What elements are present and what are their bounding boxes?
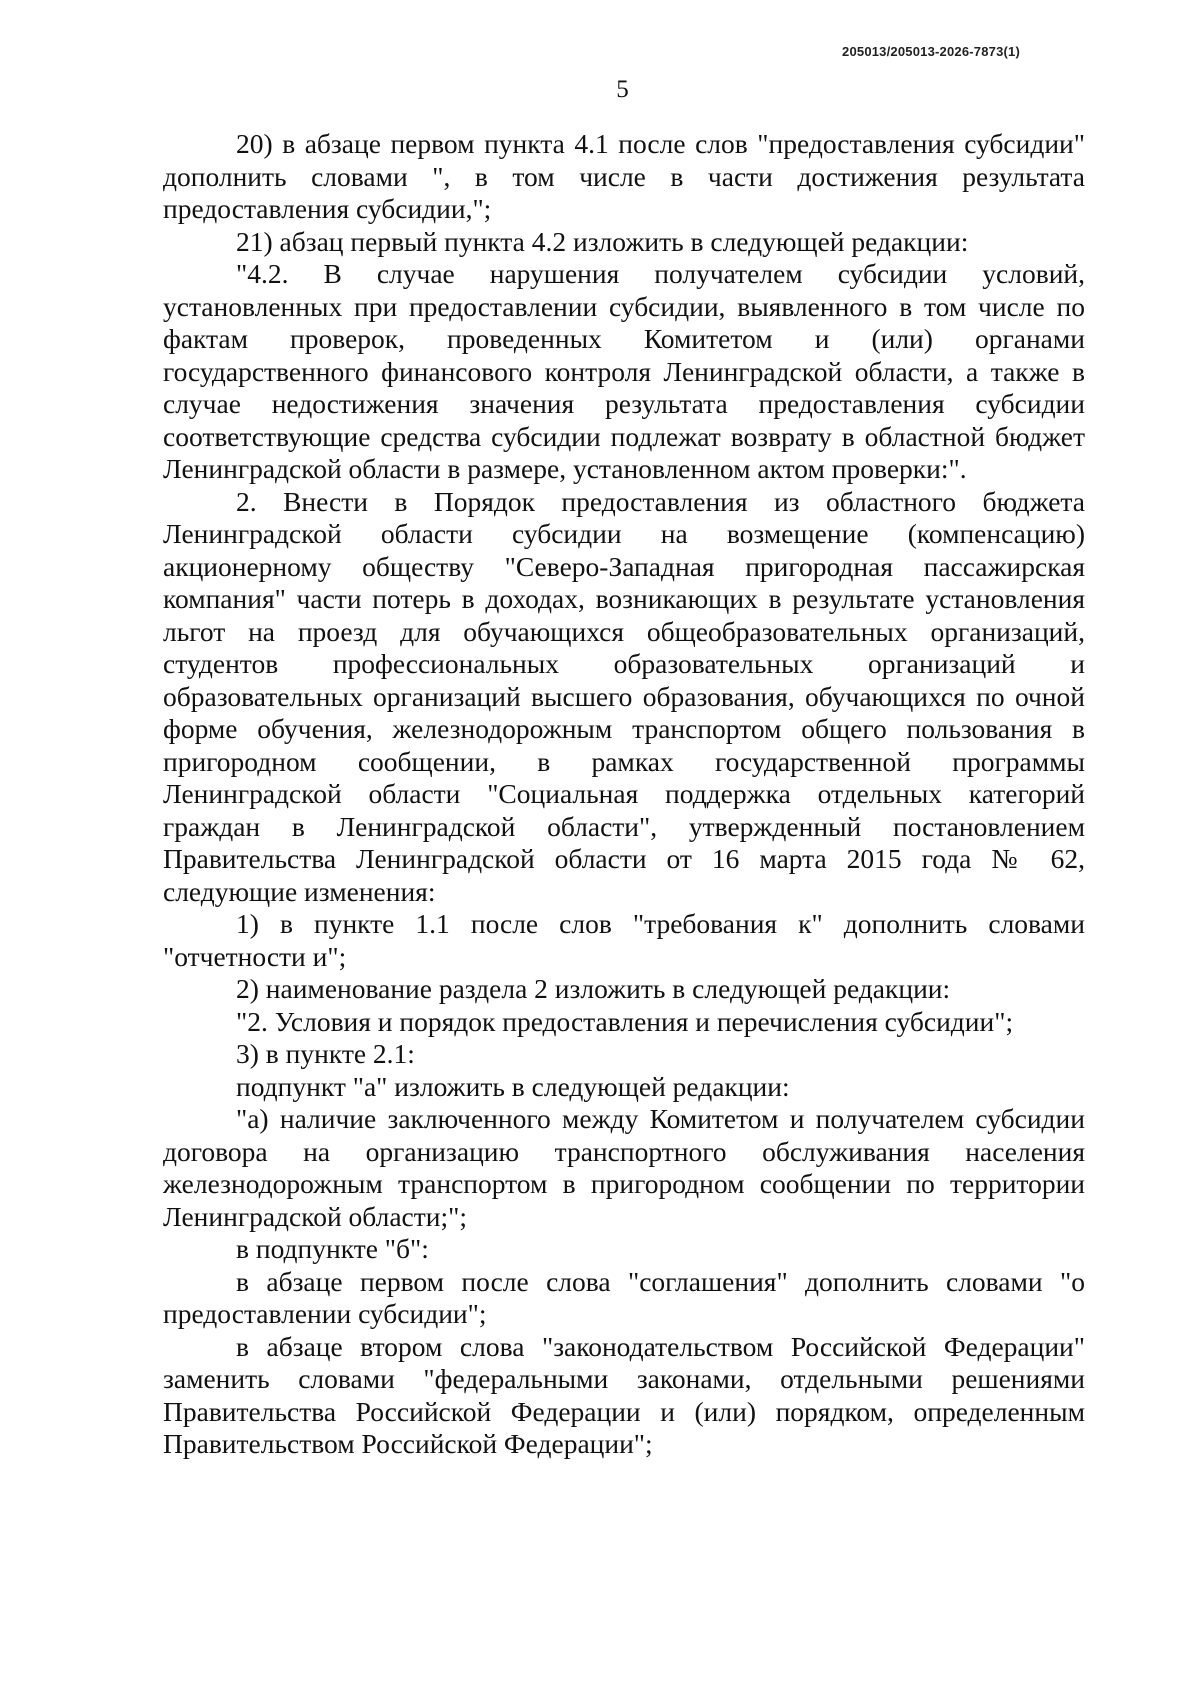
document-id: 205013/205013-2026-7873(1) — [842, 44, 1020, 59]
paragraph: "а) наличие заключенного между Комитетом и получателем субсидии договора на организацию транспортного обслуживания населения железнодорожным транспортом в пригородном сообщении по территории Ленинградской области;"; — [163, 1103, 1085, 1232]
page-number: 5 — [616, 76, 629, 103]
paragraph: в подпункте "б": — [236, 1233, 429, 1264]
paragraph: 21) абзац первый пункта 4.2 изложить в следующей редакции: — [236, 225, 969, 257]
paragraph: "4.2. В случае нарушения получателем субсидии условий, установленных при предоставлении субсидии, выявленного в том числе по фактам проверок, проведенных Комитетом и (или) органами государственного финансового контроля Ленинградской области, а также в случае недостижения значения результата предоставления субсидии соответствующие средства субсидии подлежат возврату в областной бюджет Ленинградской области в размере, установленном актом проверки:". — [163, 258, 1085, 484]
paragraph: подпункт "а" изложить в следующей редакции: — [236, 1070, 790, 1102]
paragraph: 3) в пункте 2.1: — [236, 1038, 415, 1069]
paragraph: в абзаце втором слова "законодательством Российской Федерации" заменить словами "федеральными законами, отдельными решениями Правительства Российской Федерации и (или) порядком, определенным Правительством Российской Федерации"; — [163, 1330, 1085, 1459]
paragraph: 20) в абзаце первом пункта 4.1 после слов "предоставления субсидии" дополнить словами ", в том числе в части достижения результата предоставления субсидии,"; — [163, 128, 1085, 224]
paragraph: 2. Внести в Порядок предоставления из областного бюджета Ленинградской области субсидии на возмещение (компенсацию) акционерному обществу "Северо-Западная пригородная пассажирская компания" части потерь в доходах, возникающих в результате установления льгот на проезд для обучающихся общеобразовательных организаций, студентов профессиональных образовательных организаций и образовательных организаций высшего образования, обучающихся по очной форме обучения, железнодорожным транспортом общего пользования в пригородном сообщении, в рамках государственной программы Ленинградской области "Социальная поддержка отдельных категорий граждан в Ленинградской области", утвержденный постановлением Правительства Ленинградской области от 16 марта 2015 года № 62, следующие изменения: — [163, 485, 1085, 907]
document-body — [163, 128, 1085, 1461]
paragraph: 1) в пункте 1.1 после слов "требования к" дополнить словами "отчетности и"; — [163, 908, 1085, 972]
paragraph: "2. Условия и порядок предоставления и перечисления субсидии"; — [236, 1005, 1014, 1037]
paragraph: в абзаце первом после слова "соглашения" дополнить словами "о предоставлении субсидии"; — [163, 1265, 1085, 1329]
paragraph: 2) наименование раздела 2 изложить в следующей редакции: — [236, 973, 951, 1004]
